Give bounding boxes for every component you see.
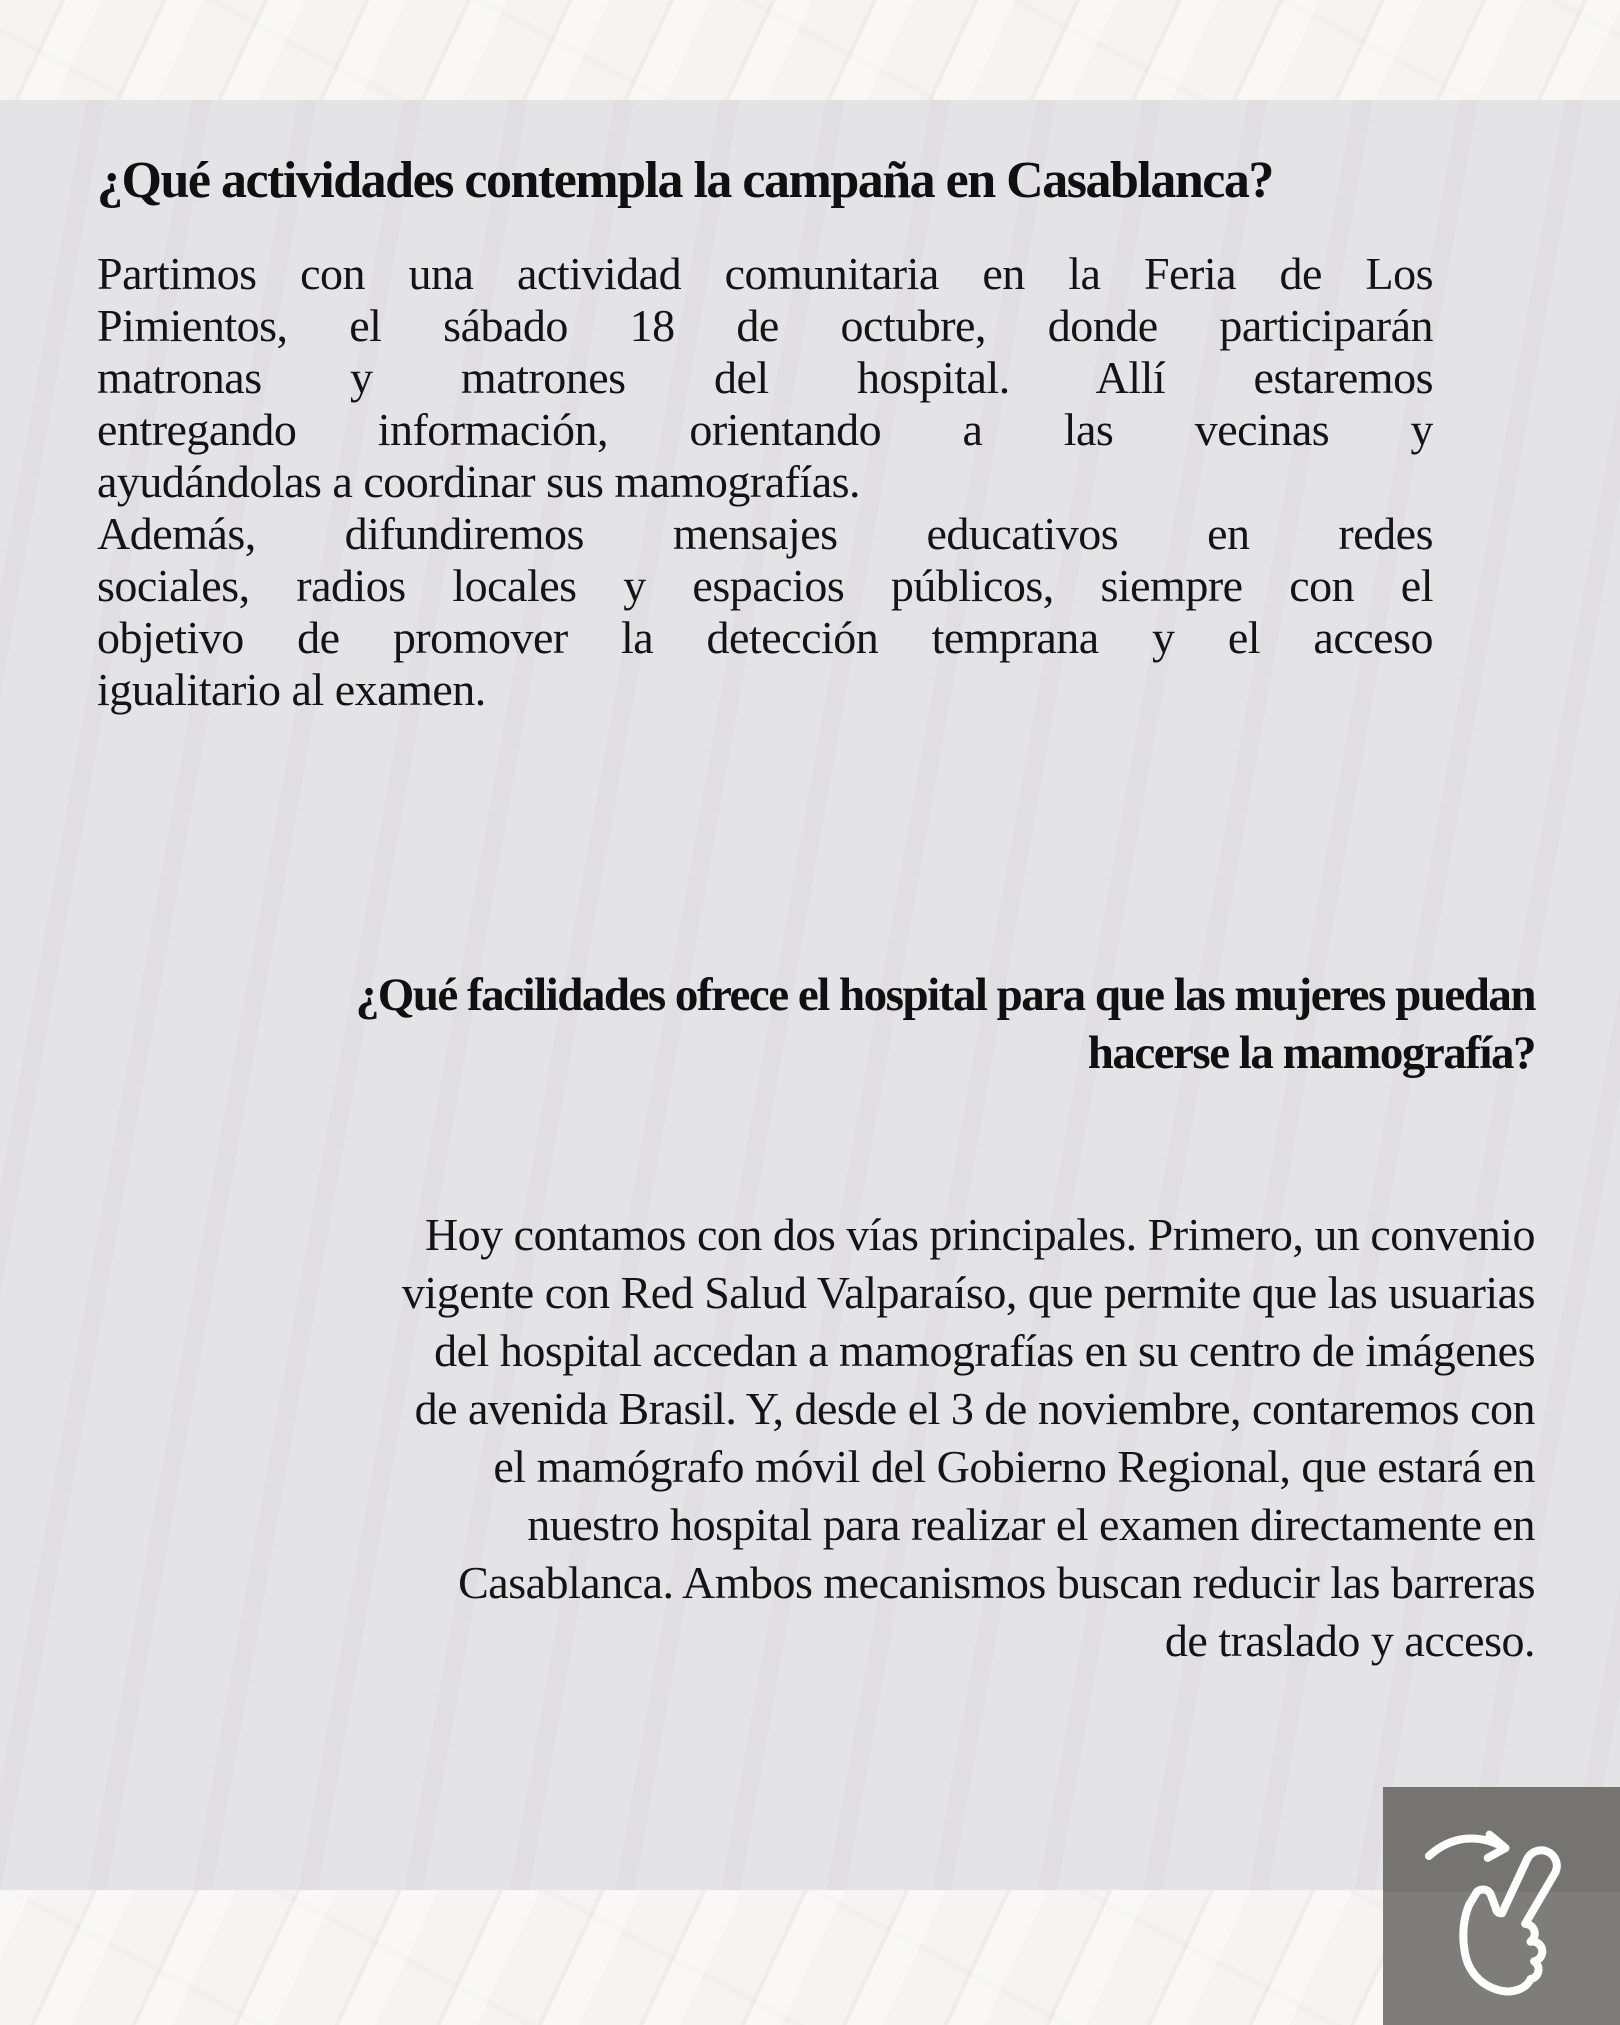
- answer-paragraph-1a: [97, 248, 1433, 508]
- text-line: Partimos con una actividad comunitaria en la Feria de Los: [97, 248, 1433, 299]
- answer-paragraph-2: [97, 1206, 1535, 1670]
- text-line: vigente con Red Salud Valparaíso, que permite que las usuarias: [401, 1267, 1535, 1318]
- text-line: objetivo de promover la detección temprana y el acceso: [97, 612, 1433, 663]
- question-heading-1: ¿Qué actividades contempla la campaña en Casablanca?: [97, 152, 1273, 209]
- text-line: Pimientos, el sábado 18 de octubre, donde participarán: [97, 300, 1433, 351]
- text-line: ¿Qué facilidades ofrece el hospital para que las mujeres puedan: [355, 969, 1535, 1021]
- text-line: Además, difundiremos mensajes educativos en redes: [97, 508, 1433, 559]
- text-line: entregando información, orientando a las vecinas y: [97, 404, 1433, 455]
- text-line: de traslado y acceso.: [1164, 1615, 1535, 1666]
- text-line: el mamógrafo móvil del Gobierno Regional, que estará en: [493, 1441, 1535, 1492]
- text-line: de avenida Brasil. Y, desde el 3 de noviembre, contaremos con: [414, 1383, 1535, 1434]
- text-line: ayudándolas a coordinar sus mamografías.: [97, 456, 861, 507]
- text-line: igualitario al examen.: [97, 664, 486, 715]
- text-line: hacerse la mamografía?: [1087, 1027, 1535, 1079]
- text-line: sociales, radios locales y espacios públicos, siempre con el: [97, 560, 1433, 611]
- text-line: Casablanca. Ambos mecanismos buscan reducir las barreras: [458, 1557, 1535, 1608]
- question-heading-2: [97, 966, 1535, 1082]
- text-line: del hospital accedan a mamografías en su centro de imágenes: [434, 1325, 1535, 1376]
- text-line: Hoy contamos con dos vías principales. Primero, un convenio: [424, 1209, 1535, 1260]
- swipe-right-hand-icon: [1395, 1798, 1609, 2014]
- swipe-indicator: [1383, 1787, 1620, 2025]
- text-line: nuestro hospital para realizar el examen directamente en: [527, 1499, 1535, 1550]
- answer-paragraph-1b: [97, 508, 1433, 716]
- text-line: matronas y matrones del hospital. Allí estaremos: [97, 352, 1433, 403]
